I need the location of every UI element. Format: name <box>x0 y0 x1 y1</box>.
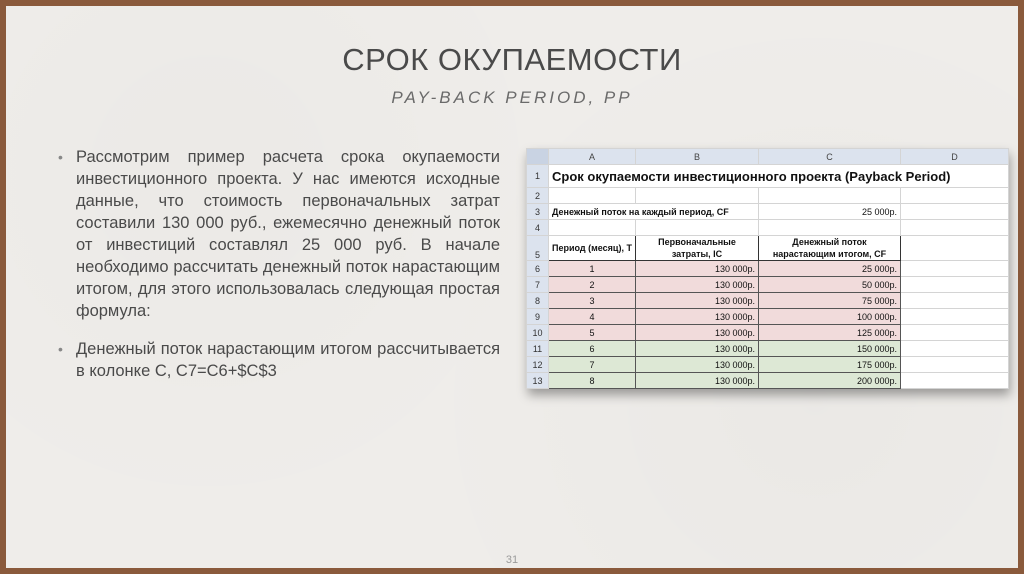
cf-label-cell: Денежный поток на каждый период, CF <box>549 204 759 220</box>
cell <box>759 220 901 236</box>
cf-cell: 150 000р. <box>759 341 901 357</box>
header-cf-cell: Денежный поток нарастающим итогом, CF <box>759 236 901 261</box>
period-cell: 7 <box>549 357 636 373</box>
cf-value-cell: 25 000р. <box>759 204 901 220</box>
bullet-dot-icon: • <box>58 149 63 165</box>
cell <box>901 293 1009 309</box>
table-row <box>527 325 1009 341</box>
bullet-text: Денежный поток нарастающим итогом рассчитывается в колонке С, С7=С6+$C$3 <box>76 340 500 380</box>
table-row <box>527 357 1009 373</box>
spreadsheet-table <box>526 148 1009 389</box>
period-cell: 1 <box>549 261 636 277</box>
row-number: 12 <box>527 357 549 373</box>
table-row <box>527 373 1009 389</box>
ic-cell: 130 000р. <box>636 309 759 325</box>
period-cell: 2 <box>549 277 636 293</box>
ic-cell: 130 000р. <box>636 325 759 341</box>
cell <box>549 188 636 204</box>
page-number: 31 <box>505 554 519 566</box>
column-header-row <box>527 149 1009 165</box>
bullet-item <box>58 338 500 382</box>
cell <box>901 220 1009 236</box>
cell <box>636 220 759 236</box>
ic-cell: 130 000р. <box>636 277 759 293</box>
row-number: 10 <box>527 325 549 341</box>
bullet-list <box>58 146 500 398</box>
column-header-c: C <box>759 149 901 165</box>
cf-cell: 125 000р. <box>759 325 901 341</box>
row-number: 13 <box>527 373 549 389</box>
row-number: 11 <box>527 341 549 357</box>
bullet-item <box>58 146 500 322</box>
row-number: 7 <box>527 277 549 293</box>
cf-cell: 25 000р. <box>759 261 901 277</box>
sheet-row-1 <box>527 165 1009 188</box>
ic-cell: 130 000р. <box>636 373 759 389</box>
select-all-corner <box>527 149 549 165</box>
sheet-title-cell: Срок окупаемости инвестиционного проекта (Payback Period) <box>549 165 1009 188</box>
column-header-d: D <box>901 149 1009 165</box>
table-row <box>527 309 1009 325</box>
row-number: 8 <box>527 293 549 309</box>
table-row <box>527 277 1009 293</box>
slide-subtitle: PAY-BACK PERIOD, PP <box>391 88 633 107</box>
cell <box>901 373 1009 389</box>
ic-cell: 130 000р. <box>636 293 759 309</box>
slide <box>6 6 1018 568</box>
sheet-row-4 <box>527 220 1009 236</box>
cf-cell: 200 000р. <box>759 373 901 389</box>
cf-cell: 175 000р. <box>759 357 901 373</box>
cell <box>901 357 1009 373</box>
cell <box>901 325 1009 341</box>
cell <box>549 220 636 236</box>
cell <box>759 188 901 204</box>
sheet-row-5 <box>527 236 1009 261</box>
period-cell: 4 <box>549 309 636 325</box>
cell <box>636 188 759 204</box>
cf-cell: 75 000р. <box>759 293 901 309</box>
table-row <box>527 261 1009 277</box>
ic-cell: 130 000р. <box>636 357 759 373</box>
cf-cell: 100 000р. <box>759 309 901 325</box>
row-number: 3 <box>527 204 549 220</box>
cf-cell: 50 000р. <box>759 277 901 293</box>
period-cell: 8 <box>549 373 636 389</box>
cell <box>901 188 1009 204</box>
period-cell: 5 <box>549 325 636 341</box>
row-number: 1 <box>527 165 549 188</box>
column-header-b: B <box>636 149 759 165</box>
period-cell: 6 <box>549 341 636 357</box>
cell <box>901 261 1009 277</box>
cell <box>901 309 1009 325</box>
period-cell: 3 <box>549 293 636 309</box>
data-rows <box>527 261 1009 389</box>
cell <box>901 341 1009 357</box>
bullet-dot-icon: • <box>58 341 63 357</box>
row-number: 4 <box>527 220 549 236</box>
row-number: 5 <box>527 236 549 261</box>
table-row <box>527 341 1009 357</box>
row-number: 9 <box>527 309 549 325</box>
cell <box>901 236 1009 261</box>
ic-cell: 130 000р. <box>636 341 759 357</box>
header-ic-cell: Первоначальные затраты, IC <box>636 236 759 261</box>
bullet-text: Рассмотрим пример расчета срока окупаемости инвестиционного проекта. У нас имеются исходные данные, что стоимость первоначальных затрат составили 130 000 руб., ежемесячно денежный поток от инвестиций составлял 25 000 руб. В начале необходимо рассчитать денежный поток нарастающим итогом, для этого использовалась следующая простая формула: <box>76 148 500 320</box>
cell <box>901 204 1009 220</box>
sheet-row-3 <box>527 204 1009 220</box>
slide-title: СРОК ОКУПАЕМОСТИ <box>342 42 682 77</box>
cell <box>901 277 1009 293</box>
row-number: 2 <box>527 188 549 204</box>
sheet-row-2 <box>527 188 1009 204</box>
header-period-cell: Период (месяц), T <box>549 236 636 261</box>
spreadsheet-screenshot <box>526 148 1008 389</box>
row-number: 6 <box>527 261 549 277</box>
ic-cell: 130 000р. <box>636 261 759 277</box>
column-header-a: A <box>549 149 636 165</box>
table-row <box>527 293 1009 309</box>
